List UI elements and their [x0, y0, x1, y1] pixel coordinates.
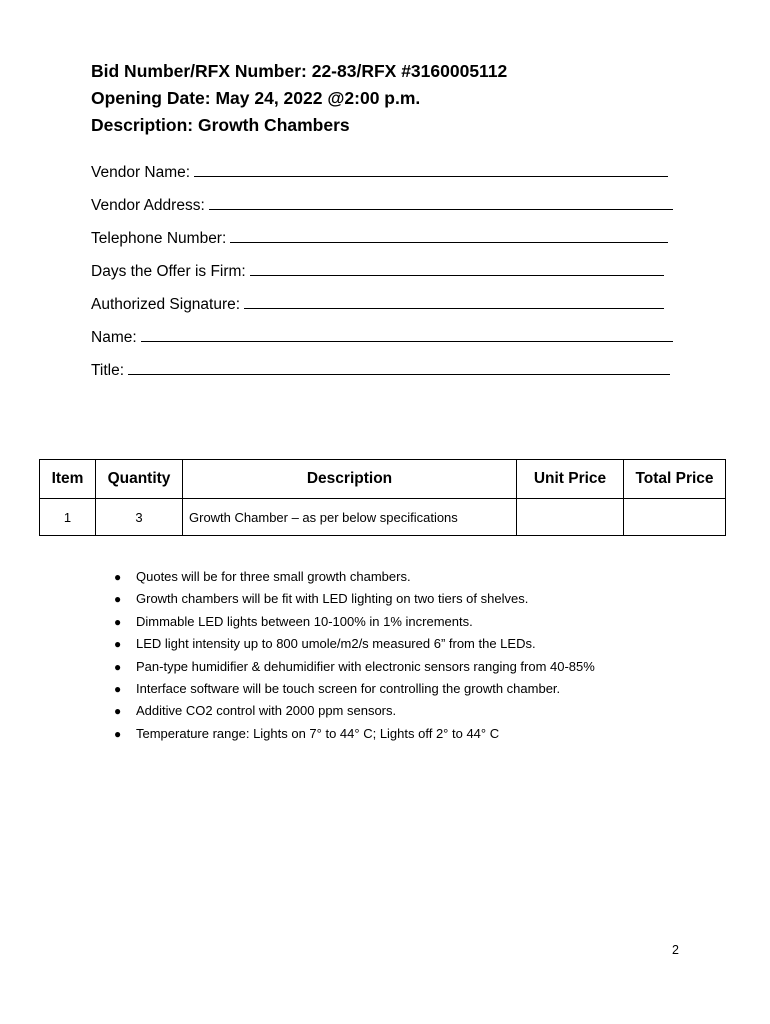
- spec-text: LED light intensity up to 800 umole/m2/s measured 6” from the LEDs.: [136, 636, 536, 652]
- spec-text: Dimmable LED lights between 10-100% in 1% increments.: [136, 613, 473, 629]
- list-item: [114, 633, 595, 655]
- vendor-name-field: [91, 161, 673, 194]
- bullet-icon: ●: [114, 704, 122, 719]
- cell-unit-price[interactable]: [517, 499, 624, 536]
- authorized-signature-field: [91, 293, 673, 326]
- bid-table: [39, 459, 726, 536]
- list-item: [114, 566, 595, 588]
- cell-quantity: 3: [96, 499, 183, 536]
- name-label: Name:: [91, 329, 137, 346]
- column-header-description: Description: [183, 460, 517, 499]
- list-item: [114, 588, 595, 610]
- bid-description: Description: Growth Chambers: [91, 115, 350, 135]
- spec-text: Temperature range: Lights on 7° to 44° C; Lights off 2° to 44° C: [136, 725, 500, 741]
- list-item: [114, 656, 595, 678]
- telephone-number-label: Telephone Number:: [91, 230, 227, 247]
- bullet-icon: ●: [114, 570, 122, 584]
- column-header-total-price: Total Price: [624, 460, 726, 499]
- page-number: 2: [672, 943, 679, 957]
- vendor-address-blank[interactable]: [209, 194, 673, 210]
- list-item: [114, 723, 595, 745]
- opening-date: Opening Date: May 24, 2022 @2:00 p.m.: [91, 88, 421, 108]
- name-blank[interactable]: [141, 326, 673, 342]
- cell-item: 1: [40, 499, 96, 536]
- days-offer-firm-blank[interactable]: [250, 260, 664, 276]
- title-label: Title:: [91, 362, 125, 379]
- days-offer-firm-field: [91, 260, 673, 293]
- authorized-signature-blank[interactable]: [244, 293, 664, 309]
- spec-text: Pan-type humidifier & dehumidifier with electronic sensors ranging from 40-85%: [136, 658, 595, 674]
- telephone-number-field: [91, 227, 673, 260]
- spec-text: Growth chambers will be fit with LED lighting on two tiers of shelves.: [136, 591, 529, 607]
- table-row: [40, 499, 726, 536]
- column-header-item: Item: [40, 460, 96, 499]
- bullet-icon: ●: [114, 614, 122, 629]
- list-item: [114, 678, 595, 700]
- days-offer-firm-label: Days the Offer is Firm:: [91, 263, 246, 280]
- bullet-icon: ●: [114, 637, 122, 652]
- authorized-signature-label: Authorized Signature:: [91, 296, 241, 313]
- specifications-list: [114, 566, 595, 745]
- bullet-icon: ●: [114, 726, 122, 741]
- telephone-number-blank[interactable]: [230, 227, 668, 243]
- vendor-name-label: Vendor Name:: [91, 164, 191, 181]
- bid-header: [91, 58, 507, 139]
- vendor-info-form: [91, 161, 673, 392]
- spec-text: Interface software will be touch screen for controlling the growth chamber.: [136, 681, 561, 697]
- title-field: [91, 359, 673, 392]
- list-item: [114, 611, 595, 633]
- table-header-row: [40, 460, 726, 499]
- vendor-name-blank[interactable]: [194, 161, 668, 177]
- bid-number: Bid Number/RFX Number: 22-83/RFX #3160005112: [91, 61, 508, 81]
- cell-total-price[interactable]: [624, 499, 726, 536]
- column-header-unit-price: Unit Price: [517, 460, 624, 499]
- list-item: [114, 700, 595, 722]
- column-header-quantity: Quantity: [96, 460, 183, 499]
- spec-text: Additive CO2 control with 2000 ppm sensors.: [136, 703, 397, 719]
- vendor-address-field: [91, 194, 673, 227]
- vendor-address-label: Vendor Address:: [91, 197, 205, 214]
- bullet-icon: ●: [114, 682, 122, 697]
- bullet-icon: ●: [114, 659, 122, 674]
- bullet-icon: ●: [114, 592, 122, 607]
- spec-text: Quotes will be for three small growth chambers.: [136, 569, 411, 584]
- cell-description: Growth Chamber – as per below specifications: [183, 499, 517, 536]
- name-field: [91, 326, 673, 359]
- title-blank[interactable]: [128, 359, 670, 375]
